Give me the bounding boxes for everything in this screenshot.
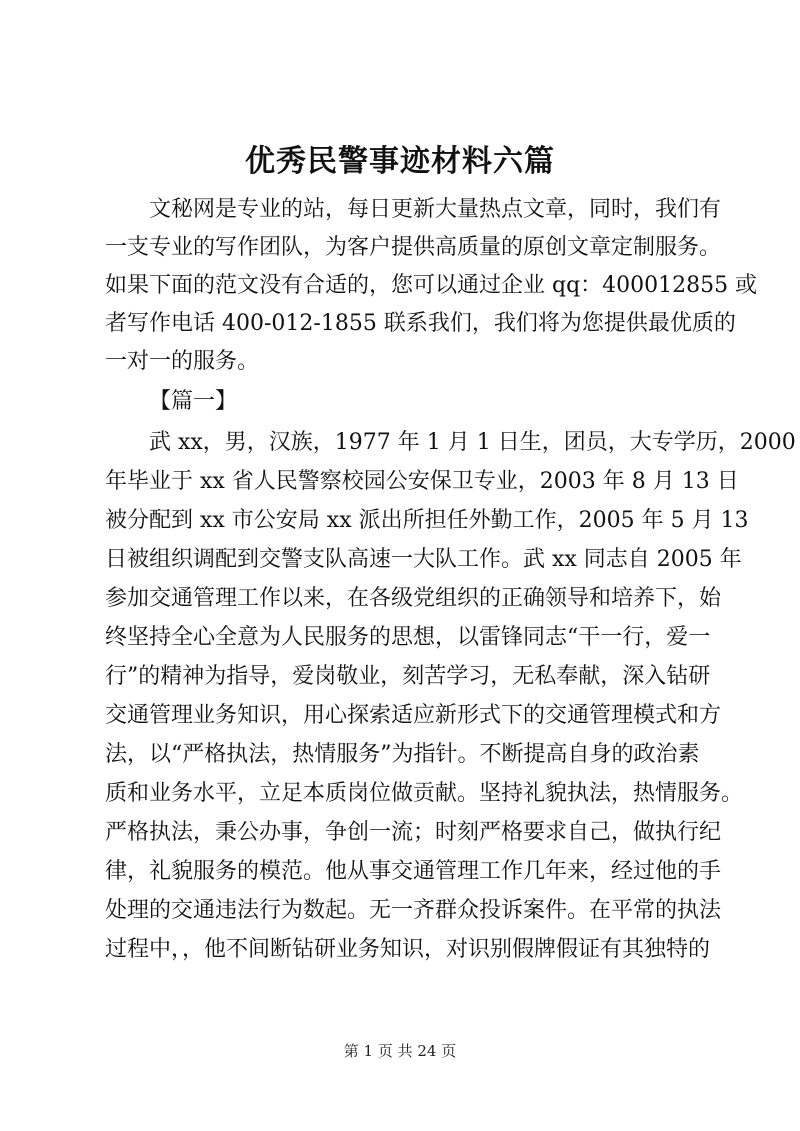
intro-line: 如果下面的范文没有合适的，您可以通过企业 qq：400012855 或 [105, 273, 758, 298]
intro-line: 一对一的服务。 [105, 349, 260, 374]
body-line: 交通管理业务知识，用心探索适应新形式下的交通管理模式和方 [105, 703, 722, 728]
document-title: 优秀民警事迹材料六篇 [245, 144, 555, 179]
body-line: 参加交通管理工作以来，在各级党组织的正确领导和培养下，始 [105, 586, 722, 611]
intro-line: 者写作电话 400-012-1855 联系我们，我们将为您提供最优质的 [105, 311, 736, 336]
section-heading: 【篇一】 [149, 389, 238, 414]
body-line: 武 xx，男，汉族，1977 年 1 月 1 日生，团员，大专学历，2000 [149, 430, 796, 455]
body-line: 处理的交通违法行为数起。无一齐群众投诉案件。在平常的执法 [105, 898, 722, 923]
page-footer: 第 1 页 共 24 页 [343, 1042, 457, 1060]
intro-line: 文秘网是专业的站，每日更新大量热点文章，同时，我们有 [149, 197, 722, 222]
body-line: 严格执法，秉公办事，争创一流；时刻严格要求自己，做执行纪 [105, 820, 722, 845]
body-line: 律，礼貌服务的模范。他从事交通管理工作几年来，经过他的手 [105, 859, 722, 884]
body-line: 日被组织调配到交警支队高速一大队工作。武 xx 同志自 2005 年 [105, 547, 742, 572]
body-line: 法，以“严格执法，热情服务”为指针。不断提高自身的政治素 [105, 742, 700, 767]
body-line: 年毕业于 xx 省人民警察校园公安保卫专业，2003 年 8 月 13 日 [105, 469, 739, 494]
intro-line: 一支专业的写作团队，为客户提供高质量的原创文章定制服务。 [105, 235, 722, 260]
body-line: 质和业务水平，立足本质岗位做贡献。坚持礼貌执法，热情服务。 [105, 781, 744, 806]
body-line: 终坚持全心全意为人民服务的思想，以雷锋同志“干一行，爱一 [105, 625, 711, 650]
body-line: 被分配到 xx 市公安局 xx 派出所担任外勤工作，2005 年 5 月 13 [105, 508, 749, 533]
body-line: 过程中，，他不间断钻研业务知识，对识别假牌假证有其独特的 [105, 937, 711, 962]
body-line: 行”的精神为指导，爱岗敬业，刻苦学习，无私奉献，深入钻研 [105, 664, 711, 689]
